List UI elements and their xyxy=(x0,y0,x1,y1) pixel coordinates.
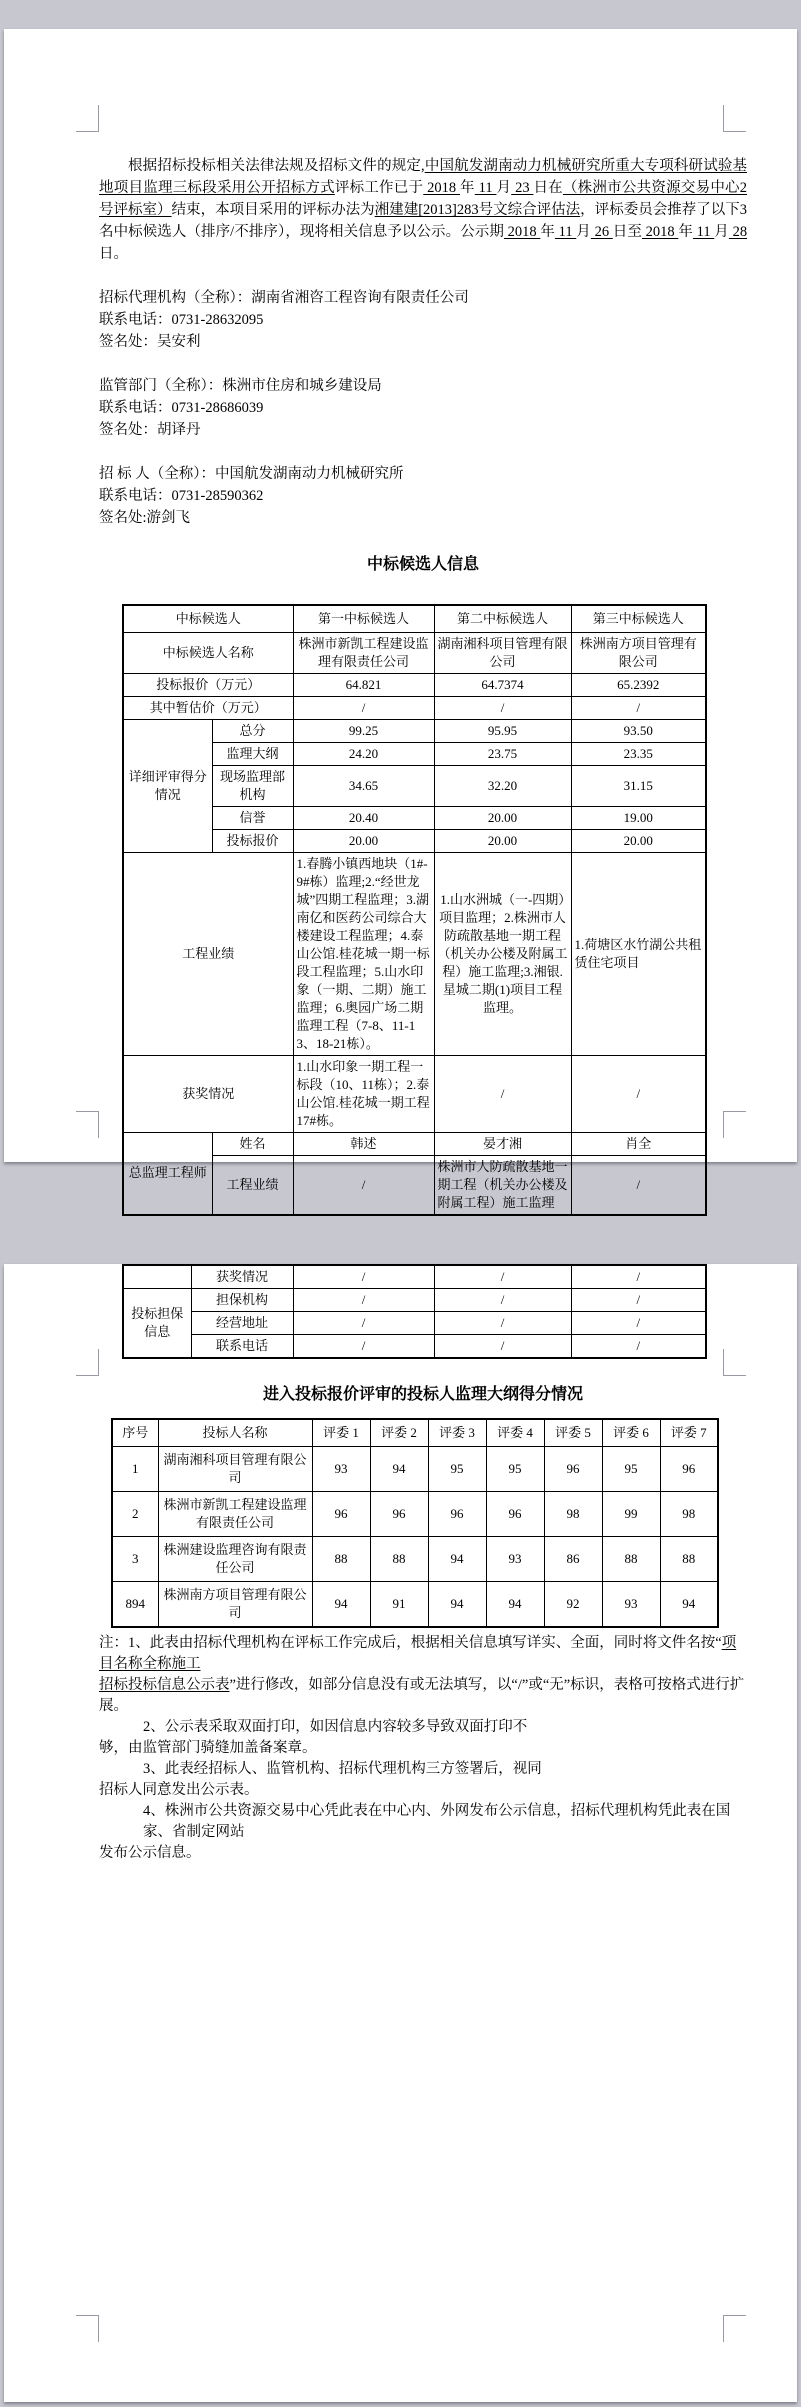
candidates-section-title: 中标候选人信息 xyxy=(366,555,479,573)
score-site-org-2: 32.20 xyxy=(434,765,571,806)
intro-text: 根据招标投标相关法律法规及招标文件的规定, xyxy=(128,157,425,174)
tenderer-phone-line: 联系电话：0731-28590362 xyxy=(99,487,264,504)
agency-name-line: 招标代理机构（全称）：湖南省湘咨工程咨询有限责任公司 xyxy=(99,289,469,306)
bid-price-3: 65.2392 xyxy=(571,673,706,696)
row-2-score-5: 98 xyxy=(544,1491,602,1536)
note-underlined-filename: 项目名称全称施工 xyxy=(99,1634,737,1672)
chief-name-2: 晏才湘 xyxy=(434,1132,571,1155)
col-header-judge-4: 评委 4 xyxy=(486,1419,544,1447)
guarantee-org-3: / xyxy=(571,1288,706,1311)
row-4-score-7: 94 xyxy=(660,1581,718,1627)
margin-mark-bottom-right xyxy=(723,2315,746,2342)
candidate-1-header: 第一中标候选人 xyxy=(293,605,434,633)
score-reputation-2: 20.00 xyxy=(434,806,571,829)
col-header-judge-3: 评委 3 xyxy=(428,1419,486,1447)
estimate-3: / xyxy=(571,696,706,719)
intro-text: 日在 xyxy=(533,179,563,196)
note-2-line-1: 2、公示表采取双面打印，如因信息内容较多导致双面打印不 xyxy=(143,1718,528,1735)
score-total-1: 99.25 xyxy=(293,719,434,742)
performance-3: 1.荷塘区水竹湖公共租赁住宅项目 xyxy=(571,852,706,1055)
table-row xyxy=(123,1132,706,1155)
estimate-1: / xyxy=(293,696,434,719)
awards-3: / xyxy=(571,1055,706,1132)
contact-phone-3: / xyxy=(571,1334,706,1358)
detail-score-group-label: 详细评审得分情况 xyxy=(123,719,212,852)
score-total-3: 93.50 xyxy=(571,719,706,742)
awards-continued-3: / xyxy=(571,1265,706,1289)
intro-text: 评标工作已于 xyxy=(334,179,424,196)
chief-performance-2: 株洲市人防疏散基地一期工程（机关办公楼及附属工程）施工监理 xyxy=(434,1155,571,1215)
contact-phone-2: / xyxy=(434,1334,571,1358)
row-3-score-3: 94 xyxy=(428,1536,486,1581)
table-row xyxy=(123,1288,706,1311)
row-2-score-7: 98 xyxy=(660,1491,718,1536)
guarantee-group-label: 投标担保信息 xyxy=(123,1288,191,1358)
agency-signer-line: 签名处：吴安利 xyxy=(99,333,201,350)
jury-score-table xyxy=(111,1418,719,1628)
score-outline-3: 23.35 xyxy=(571,742,706,765)
intro-text: 日。 xyxy=(99,245,128,262)
table-header-row xyxy=(112,1419,718,1447)
table-row xyxy=(123,605,706,633)
row-2-score-3: 96 xyxy=(428,1491,486,1536)
regulator-name-line: 监管部门（全称）：株洲市住房和城乡建设局 xyxy=(99,377,382,394)
candidate-2-header: 第二中标候选人 xyxy=(434,605,571,633)
performance-2: 1.山水洲城（一-四期）项目监理；2.株洲市人防疏散基地一期工程（机关办公楼及附属工程）施工监理;3.湘银.星城二期(1)项目工程监理。 xyxy=(434,852,571,1055)
note-2-line-2: 够，由监管部门骑缝加盖备案章。 xyxy=(99,1739,317,1756)
table-row xyxy=(112,1581,718,1627)
table-row xyxy=(123,1055,706,1132)
score-bid-label: 投标报价 xyxy=(212,829,293,852)
margin-mark-bottom-left xyxy=(76,1111,99,1138)
margin-mark-top-left xyxy=(76,1349,99,1376)
intro-underlined-month: 11 xyxy=(474,179,497,196)
note-text: 注：1、此表由招标代理机构在评标工作完成后，根据相关信息填写详实、全面，同时将文件名按“ xyxy=(99,1634,722,1651)
row-2-score-2: 96 xyxy=(370,1491,428,1536)
note-1-line-1 xyxy=(99,1633,747,1675)
score-bid-1: 20.00 xyxy=(293,829,434,852)
chief-engineer-group-label: 总监理工程师 xyxy=(123,1132,212,1215)
estimate-label: 其中暂估价（万元） xyxy=(123,696,293,719)
table-row xyxy=(123,673,706,696)
col-header-judge-7: 评委 7 xyxy=(660,1419,718,1447)
guarantee-org-2: / xyxy=(434,1288,571,1311)
bid-price-label: 投标报价（万元） xyxy=(123,673,293,696)
regulator-signer-line: 签名处：胡译丹 xyxy=(99,421,201,438)
guarantee-org-1: / xyxy=(293,1288,434,1311)
row-3-seq: 3 xyxy=(112,1536,158,1581)
note-3-line-1: 3、此表经招标人、监管机构、招标代理机构三方签署后，视同 xyxy=(143,1760,542,1777)
row-3-score-2: 88 xyxy=(370,1536,428,1581)
row-1-score-6: 95 xyxy=(602,1446,660,1491)
performance-1: 1.春腾小镇西地块（1#-9#栋）监理;2.“经世龙城”四期工程监理；3.湖南亿和医药公司综合大楼建设工程监理；4.泰山公馆.桂花城一期一标段工程监理；5.山水印象（一期、二期）施工监理；6.奥园广场二期监理工程（7-8、11-13、18-21栋）。 xyxy=(293,852,434,1055)
intro-text: ，评标委员会推荐了以下3名中标候选人（排序/不排序），现将相关信息予以公示。公示期 xyxy=(99,201,748,240)
row-4-seq: 894 xyxy=(112,1581,158,1627)
table-row xyxy=(123,696,706,719)
score-section-title: 进入投标报价评审的投标人监理大纲得分情况 xyxy=(262,1385,583,1403)
table-row xyxy=(123,719,706,742)
table-row xyxy=(123,852,706,1055)
guarantee-info-table xyxy=(122,1264,707,1359)
row-2-score-4: 96 xyxy=(486,1491,544,1536)
chief-performance-3: / xyxy=(571,1155,706,1215)
performance-label: 工程业绩 xyxy=(123,852,293,1055)
score-site-org-3: 31.15 xyxy=(571,765,706,806)
row-3-score-7: 88 xyxy=(660,1536,718,1581)
note-underlined-filename: 招标投标信息公示表 xyxy=(99,1676,230,1693)
tenderer-name-line: 招 标 人（全称）：中国航发湖南动力机械研究所 xyxy=(99,465,404,482)
score-total-label: 总分 xyxy=(212,719,293,742)
intro-underlined-project: 中国航发湖南动力机械研究所重大专项科研试验基地项目监理三标段采用公开招标方式 xyxy=(99,157,748,196)
table-row xyxy=(123,1311,706,1334)
row-3-bidder: 株洲建设监理咨询有限责任公司 xyxy=(158,1536,312,1581)
intro-underlined-method: 湘建建[2013]283号文综合评估法 xyxy=(374,201,581,218)
awards-2: / xyxy=(434,1055,571,1132)
page-1 xyxy=(4,29,797,1210)
margin-mark-bottom-left xyxy=(76,2315,99,2342)
score-outline-1: 24.20 xyxy=(293,742,434,765)
regulator-contact-block xyxy=(99,375,747,441)
score-bid-2: 20.00 xyxy=(434,829,571,852)
contact-phone-1: / xyxy=(293,1334,434,1358)
score-total-2: 95.95 xyxy=(434,719,571,742)
empty-cell xyxy=(123,1265,191,1289)
intro-text: 结束，本项目采用的评标办法为 xyxy=(171,201,375,218)
intro-text: 年 xyxy=(460,179,475,196)
note-4-line-2: 发布公示信息。 xyxy=(99,1844,201,1861)
intro-text: 年 xyxy=(678,223,693,240)
col-header-judge-6: 评委 6 xyxy=(602,1419,660,1447)
row-1-seq: 1 xyxy=(112,1446,158,1491)
row-1-score-3: 95 xyxy=(428,1446,486,1491)
table-row xyxy=(112,1491,718,1536)
tenderer-contact-block xyxy=(99,463,747,529)
page-1-content xyxy=(99,29,747,1216)
row-3-score-1: 88 xyxy=(312,1536,370,1581)
table-row xyxy=(112,1536,718,1581)
row-1-bidder: 湖南湘科项目管理有限公司 xyxy=(158,1446,312,1491)
intro-underlined-month2: 11 xyxy=(554,223,577,240)
intro-underlined-year: 2018 xyxy=(423,179,460,196)
intro-text: 月 xyxy=(576,223,591,240)
col-header-judge-1: 评委 1 xyxy=(312,1419,370,1447)
candidates-table xyxy=(122,604,707,1216)
note-text: ”进行修改，如部分信息没有或无法填写，以“/”或“无”标识，表格可按格式进行扩展。 xyxy=(99,1676,745,1714)
chief-name-label: 姓名 xyxy=(212,1132,293,1155)
intro-underlined-day3: 28 xyxy=(728,223,748,240)
chief-name-1: 韩述 xyxy=(293,1132,434,1155)
note-3-line-2: 招标人同意发出公示表。 xyxy=(99,1781,259,1798)
chief-performance-label: 工程业绩 xyxy=(212,1155,293,1215)
row-3-score-5: 86 xyxy=(544,1536,602,1581)
col-header-judge-2: 评委 2 xyxy=(370,1419,428,1447)
intro-underlined-month3: 11 xyxy=(692,223,715,240)
agency-contact-block xyxy=(99,287,747,353)
row-2-bidder: 株洲市新凯工程建设监理有限责任公司 xyxy=(158,1491,312,1536)
row-3-score-6: 88 xyxy=(602,1536,660,1581)
margin-mark-top-left xyxy=(76,105,99,132)
page-2-content xyxy=(99,1264,747,1864)
intro-underlined-venue: （株洲市公共资源交易中心2号评标室） xyxy=(99,179,748,218)
intro-underlined-day2: 26 xyxy=(590,223,613,240)
row-4-score-4: 94 xyxy=(486,1581,544,1627)
score-site-org-label: 现场监理部机构 xyxy=(212,765,293,806)
business-address-2: / xyxy=(434,1311,571,1334)
row-2-score-6: 99 xyxy=(602,1491,660,1536)
note-1-line-2 xyxy=(99,1675,747,1717)
row-2-score-1: 96 xyxy=(312,1491,370,1536)
awards-label: 获奖情况 xyxy=(123,1055,293,1132)
notes-block xyxy=(99,1633,747,1864)
col-header-seq: 序号 xyxy=(112,1419,158,1447)
candidate-3-name: 株洲南方项目管理有限公司 xyxy=(571,632,706,673)
business-address-1: / xyxy=(293,1311,434,1334)
score-reputation-1: 20.40 xyxy=(293,806,434,829)
row-2-seq: 2 xyxy=(112,1491,158,1536)
col-header-bidder: 投标人名称 xyxy=(158,1419,312,1447)
row-1-score-5: 96 xyxy=(544,1446,602,1491)
guarantee-org-label: 担保机构 xyxy=(191,1288,293,1311)
table-row xyxy=(123,632,706,673)
candidate-3-header: 第三中标候选人 xyxy=(571,605,706,633)
intro-underlined-year2: 2018 xyxy=(503,223,541,240)
tenderer-signer-line: 签名处:游剑飞 xyxy=(99,509,191,526)
awards-continued-2: / xyxy=(434,1265,571,1289)
score-reputation-3: 19.00 xyxy=(571,806,706,829)
row-4-bidder: 株洲南方项目管理有限公司 xyxy=(158,1581,312,1627)
candidate-2-name: 湖南湘科项目管理有限公司 xyxy=(434,632,571,673)
score-site-org-1: 34.65 xyxy=(293,765,434,806)
row-1-score-7: 96 xyxy=(660,1446,718,1491)
row-1-score-4: 95 xyxy=(486,1446,544,1491)
col-header-judge-5: 评委 5 xyxy=(544,1419,602,1447)
row-4-score-1: 94 xyxy=(312,1581,370,1627)
bid-price-1: 64.821 xyxy=(293,673,434,696)
table-row xyxy=(123,1334,706,1358)
business-address-label: 经营地址 xyxy=(191,1311,293,1334)
page-2 xyxy=(4,1264,797,2402)
regulator-phone-line: 联系电话：0731-28686039 xyxy=(99,399,264,416)
chief-performance-1: / xyxy=(293,1155,434,1215)
row-4-score-6: 93 xyxy=(602,1581,660,1627)
chief-name-3: 肖全 xyxy=(571,1132,706,1155)
business-address-3: / xyxy=(571,1311,706,1334)
awards-1: 1.山水印象一期工程一标段（10、11栋）；2.泰山公馆.桂花城一期工程17#栋。 xyxy=(293,1055,434,1132)
row-4-score-2: 91 xyxy=(370,1581,428,1627)
intro-text: 月 xyxy=(714,223,729,240)
awards-continued-1: / xyxy=(293,1265,434,1289)
row-1-score-2: 94 xyxy=(370,1446,428,1491)
score-outline-label: 监理大纲 xyxy=(212,742,293,765)
intro-underlined-day: 23 xyxy=(511,179,534,196)
row-3-score-4: 93 xyxy=(486,1536,544,1581)
bid-price-2: 64.7374 xyxy=(434,673,571,696)
candidates-corner-header: 中标候选人 xyxy=(123,605,293,633)
score-bid-3: 20.00 xyxy=(571,829,706,852)
row-1-score-1: 93 xyxy=(312,1446,370,1491)
row-4-score-3: 94 xyxy=(428,1581,486,1627)
intro-text: 年 xyxy=(540,223,555,240)
row-4-score-5: 92 xyxy=(544,1581,602,1627)
candidate-1-name: 株洲市新凯工程建设监理有限责任公司 xyxy=(293,632,434,673)
estimate-2: / xyxy=(434,696,571,719)
candidate-name-label: 中标候选人名称 xyxy=(123,632,293,673)
intro-underlined-year3: 2018 xyxy=(641,223,679,240)
intro-text: 日至 xyxy=(612,223,642,240)
intro-text: 月 xyxy=(496,179,512,196)
score-outline-2: 23.75 xyxy=(434,742,571,765)
contact-phone-label: 联系电话 xyxy=(191,1334,293,1358)
score-reputation-label: 信誉 xyxy=(212,806,293,829)
awards-continued-label: 获奖情况 xyxy=(191,1265,293,1289)
table-row xyxy=(123,1265,706,1289)
intro-paragraph xyxy=(99,29,747,265)
note-4-line-1: 4、株洲市公共资源交易中心凭此表在中心内、外网发布公示信息，招标代理机构凭此表在国家、省制定网站 xyxy=(143,1802,731,1840)
agency-phone-line: 联系电话：0731-28632095 xyxy=(99,311,264,328)
table-row xyxy=(112,1446,718,1491)
